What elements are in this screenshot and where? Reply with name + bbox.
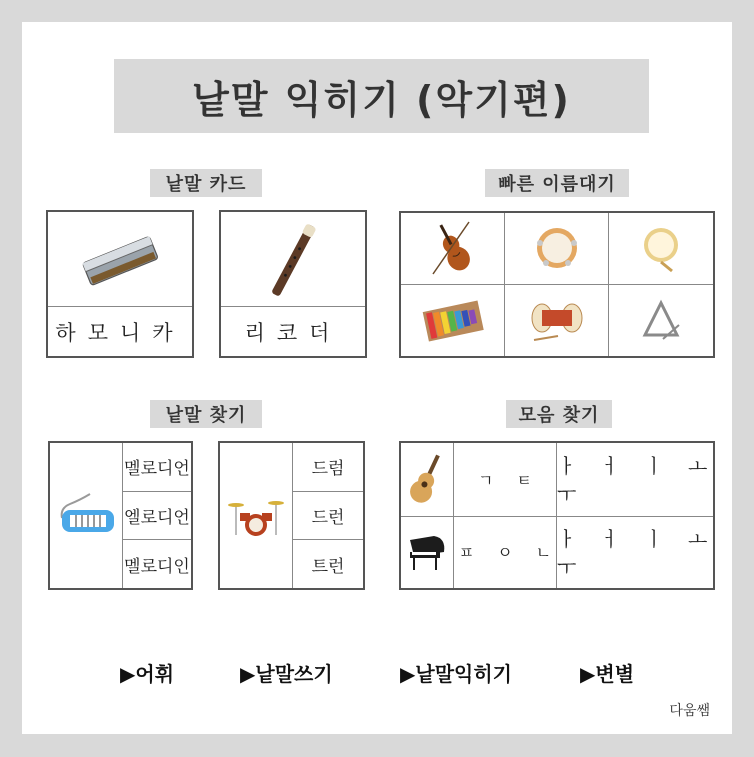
word-card[interactable]: [219, 210, 367, 358]
option-item[interactable]: 멜로디언: [123, 443, 191, 492]
card-word: 하모니카: [48, 306, 192, 356]
option-list: [293, 443, 363, 588]
word-find-card: [218, 441, 365, 590]
option-item[interactable]: 드런: [293, 492, 363, 541]
nav-link-learning[interactable]: ▶낱말익히기: [400, 662, 512, 686]
brand-label: 다움쌤: [669, 703, 710, 719]
vowel-find-table: [399, 441, 715, 590]
option-list: [123, 443, 191, 588]
option-item[interactable]: 드럼: [293, 443, 363, 492]
vowel-row: [401, 516, 713, 589]
section-label-vowel-find: 모음 찾기: [506, 400, 612, 428]
xylophone-icon[interactable]: [401, 285, 505, 357]
janggu-drum-icon[interactable]: [505, 285, 609, 357]
piano-icon: [401, 516, 454, 589]
nav-link-vocab[interactable]: ▶어휘: [120, 662, 175, 686]
worksheet-page: [22, 22, 732, 734]
melodica-icon: [50, 443, 123, 588]
recorder-icon: [221, 212, 365, 307]
option-item[interactable]: 멜로디인: [124, 556, 190, 577]
tambourine-icon[interactable]: [505, 213, 609, 285]
page-title: 낱말 익히기 (악기편): [114, 59, 649, 133]
consonant-cell: ㅍ ㅇ ㄴ: [454, 516, 557, 589]
hand-drum-icon[interactable]: [609, 213, 713, 285]
drum-kit-icon: [220, 443, 293, 588]
nav-link-discrimination[interactable]: ▶변별: [580, 662, 635, 686]
vowel-row: [401, 443, 713, 517]
word-card[interactable]: [46, 210, 194, 358]
guitar-icon: [401, 443, 454, 516]
section-label-word-card: 낱말 카드: [150, 169, 262, 197]
vowel-options[interactable]: ㅏ ㅓ ㅣ ㅗ ㅜ: [557, 454, 708, 508]
nav-link-writing[interactable]: ▶낱말쓰기: [240, 662, 333, 686]
section-label-quick-naming: 빠른 이름대기: [485, 169, 629, 197]
quick-naming-grid: [399, 211, 715, 358]
card-word: 리코더: [221, 306, 365, 356]
harmonica-icon: [48, 212, 192, 307]
triangle-icon[interactable]: [609, 285, 713, 357]
violin-icon[interactable]: [401, 213, 505, 285]
word-find-card: [48, 441, 193, 590]
section-label-word-find: 낱말 찾기: [150, 400, 262, 428]
consonant-cell: ㄱ ㅌ: [454, 443, 557, 516]
vowel-options[interactable]: ㅏ ㅓ ㅣ ㅗ ㅜ: [557, 526, 708, 580]
option-item[interactable]: 엘로디언: [123, 492, 191, 541]
option-item[interactable]: 트런: [311, 556, 345, 577]
